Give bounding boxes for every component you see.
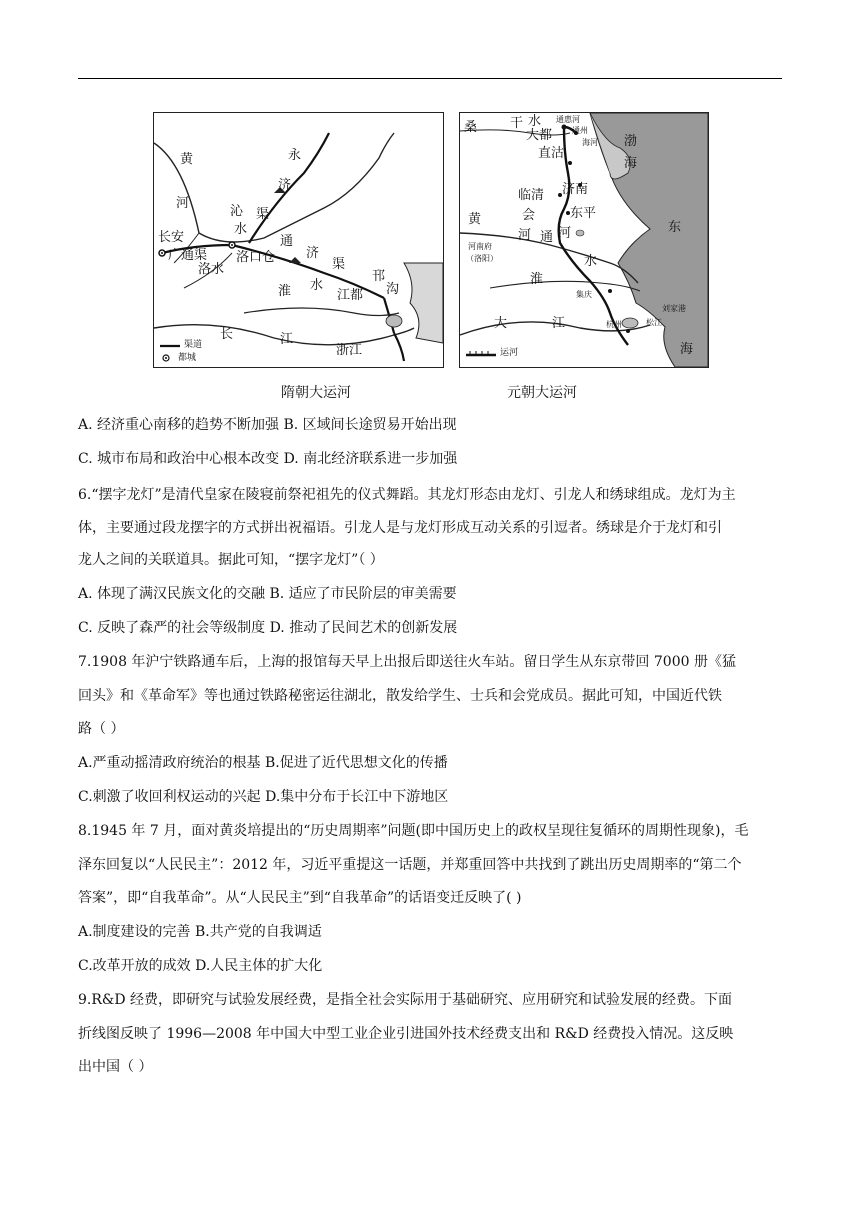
- q5-option-a: A. 经济重心南移的趋势不断加强: [78, 417, 280, 433]
- map-label: 松江: [646, 318, 662, 327]
- map-label: （洛阳）: [466, 254, 498, 263]
- map-label: 刘家港: [662, 304, 686, 313]
- map-label: 渠: [332, 257, 346, 272]
- q5-option-d: D. 南北经济联系进一步加强: [283, 451, 458, 467]
- map-label: 桑: [464, 120, 478, 135]
- q9-stem-line-3: 出中国（ ）: [78, 1059, 153, 1075]
- map-label: 集庆: [576, 290, 592, 299]
- q8-options-row-1: [78, 922, 322, 942]
- map-label: 洛水: [198, 262, 225, 277]
- map-label: 河: [518, 228, 532, 243]
- q8-stem-line-2: 泽东回复以“人民民主”：2012 年，习近平重提这一话题，并郑重回答中共找到了跳出历史周期率的“第二个: [78, 857, 742, 873]
- map-label: 洛口仓: [236, 250, 276, 265]
- map-label: 沟: [386, 282, 400, 297]
- sui-canal-map: [153, 112, 444, 368]
- q6-options-row-1: [78, 584, 457, 604]
- map-label: 江: [280, 332, 294, 347]
- q8-option-c: C.改革开放的成效: [78, 958, 191, 974]
- map-label: 江: [552, 316, 566, 331]
- map-label: 济南: [562, 182, 589, 197]
- sui-map-caption: 隋朝大运河: [281, 385, 351, 401]
- q6-option-d: D. 推动了民间艺术的创新发展: [269, 620, 458, 636]
- map-label: 邗: [372, 269, 386, 284]
- map-label: 临清: [518, 188, 545, 203]
- q6-option-a: A. 体现了满汉民族文化的交融: [78, 586, 266, 602]
- map-label: 长安: [158, 230, 185, 245]
- q6-stem-line-2: 体，主要通过段龙摆字的方式拼出祝福语。引龙人是与龙灯形成互动关系的引逗者。绣球是介于龙灯和引: [78, 520, 722, 536]
- map-label: 东: [668, 220, 682, 235]
- map-label: 济: [306, 246, 320, 261]
- legend-capital-label: 都城: [178, 353, 197, 363]
- map-label: 海: [624, 156, 638, 171]
- q7-stem-line-1: 7.1908 年沪宁铁路通车后，上海的报馆每天早上出报后即送往火车站。留日学生从东京带回 7000 册《猛: [78, 654, 736, 670]
- q5-options-row-2: [78, 449, 457, 469]
- q6-option-b: B. 适应了市民阶层的审美需要: [269, 586, 457, 602]
- legend-canal-label: 运河: [500, 348, 519, 358]
- map-label: 沁: [230, 204, 244, 219]
- map-label: 杭州: [606, 320, 622, 329]
- map-label: 通州: [572, 126, 588, 135]
- q7-option-b: B.促进了近代思想文化的传播: [265, 755, 448, 771]
- map-label: 淮: [530, 272, 544, 287]
- map-label: 直沽: [538, 146, 565, 161]
- map-label: 通: [280, 234, 294, 249]
- q8-option-d: D.人民主体的扩大化: [195, 958, 323, 974]
- q8-options-row-2: [78, 956, 322, 976]
- q6-stem-line-3: 龙人之间的关联道具。据此可知，“摆字龙灯”（ ）: [78, 552, 384, 568]
- map-label: 会: [522, 208, 536, 223]
- q9-stem-line-2: 折线图反映了 1996—2008 年中国大中型工业企业引进国外技术经费支出和 R&D 经费投入情况。这反映: [78, 1026, 734, 1042]
- map-label: 浙江: [336, 343, 363, 358]
- map-label: 河: [176, 196, 190, 211]
- q5-option-c: C. 城市布局和政治中心根本改变: [78, 451, 280, 467]
- canal-maps-figure: [153, 112, 708, 367]
- legend-canal-label: 渠道: [184, 340, 203, 350]
- q8-stem-line-3: 答案”，即“自我革命”。从“人民民主”到“自我革命”的话语变迁反映了( ): [78, 890, 522, 906]
- map-label: 黄: [180, 152, 194, 167]
- q8-option-a: A.制度建设的完善: [78, 924, 191, 940]
- q7-option-d: D.集中分布于长江中下游地区: [265, 789, 449, 805]
- q6-stem-line-1: 6.“摆字龙灯”是清代皇家在陵寝前祭祀祖先的仪式舞蹈。其龙灯形态由龙灯、引龙人和绣球组成。龙灯为主: [78, 487, 736, 503]
- map-label: 永: [288, 148, 302, 163]
- q7-stem-line-2: 回头》和《革命军》等也通过铁路秘密运往湖北，散发给学生、士兵和会党成员。据此可知，中国近代铁: [78, 688, 722, 704]
- q7-stem-line-3: 路（ ）: [78, 721, 125, 737]
- map-label: 江都: [337, 288, 364, 303]
- q6-options-row-2: [78, 618, 457, 638]
- header-rule: [78, 78, 782, 79]
- q7-option-c: C.刺激了收回利权运动的兴起: [78, 789, 261, 805]
- map-label: 海: [680, 342, 694, 357]
- yuan-map-caption: 元朝大运河: [507, 385, 577, 401]
- q7-option-a: A.严重动摇清政府统治的根基: [78, 755, 261, 771]
- map-label: 通惠河: [556, 115, 580, 124]
- q8-stem-line-1: 8.1945 年 7 月，面对黄炎培提出的“历史周期率”问题(即中国历史上的政权呈现往复循环的周期性现象)，毛: [78, 823, 749, 839]
- map-label: 河: [558, 226, 572, 241]
- map-label: 通: [540, 230, 554, 245]
- map-label: 东平: [570, 206, 597, 221]
- map-label: 大都: [526, 128, 553, 143]
- q9-stem-line-1: 9.R&D 经费，即研究与试验发展经费，是指全社会实际用于基础研究、应用研究和试验发展的经费。下面: [78, 992, 733, 1008]
- q5-option-b: B. 区域间长途贸易开始出现: [283, 417, 457, 433]
- map-label: 济: [278, 178, 292, 193]
- map-label: 黄: [468, 212, 482, 227]
- map-label: 广通渠: [168, 248, 208, 263]
- yuan-canal-map: [459, 112, 709, 368]
- map-label: 水: [584, 254, 598, 269]
- map-label: 水: [310, 278, 324, 293]
- map-label: 水: [234, 222, 248, 237]
- map-label: 水: [528, 114, 542, 129]
- q7-options-row-1: [78, 753, 448, 773]
- map-label: 干: [510, 116, 524, 131]
- map-label: 渤: [624, 134, 638, 149]
- q7-options-row-2: [78, 787, 448, 807]
- map-label: 淮: [278, 284, 292, 299]
- map-label: 渠: [256, 207, 270, 222]
- map-label: 大: [494, 316, 508, 331]
- q6-option-c: C. 反映了森严的社会等级制度: [78, 620, 266, 636]
- map-label: 海河: [582, 138, 598, 147]
- map-label: 长: [220, 327, 234, 342]
- q5-options-row-1: [78, 415, 457, 435]
- q8-option-b: B.共产党的自我调适: [195, 924, 322, 940]
- map-label: 河南府: [468, 242, 492, 251]
